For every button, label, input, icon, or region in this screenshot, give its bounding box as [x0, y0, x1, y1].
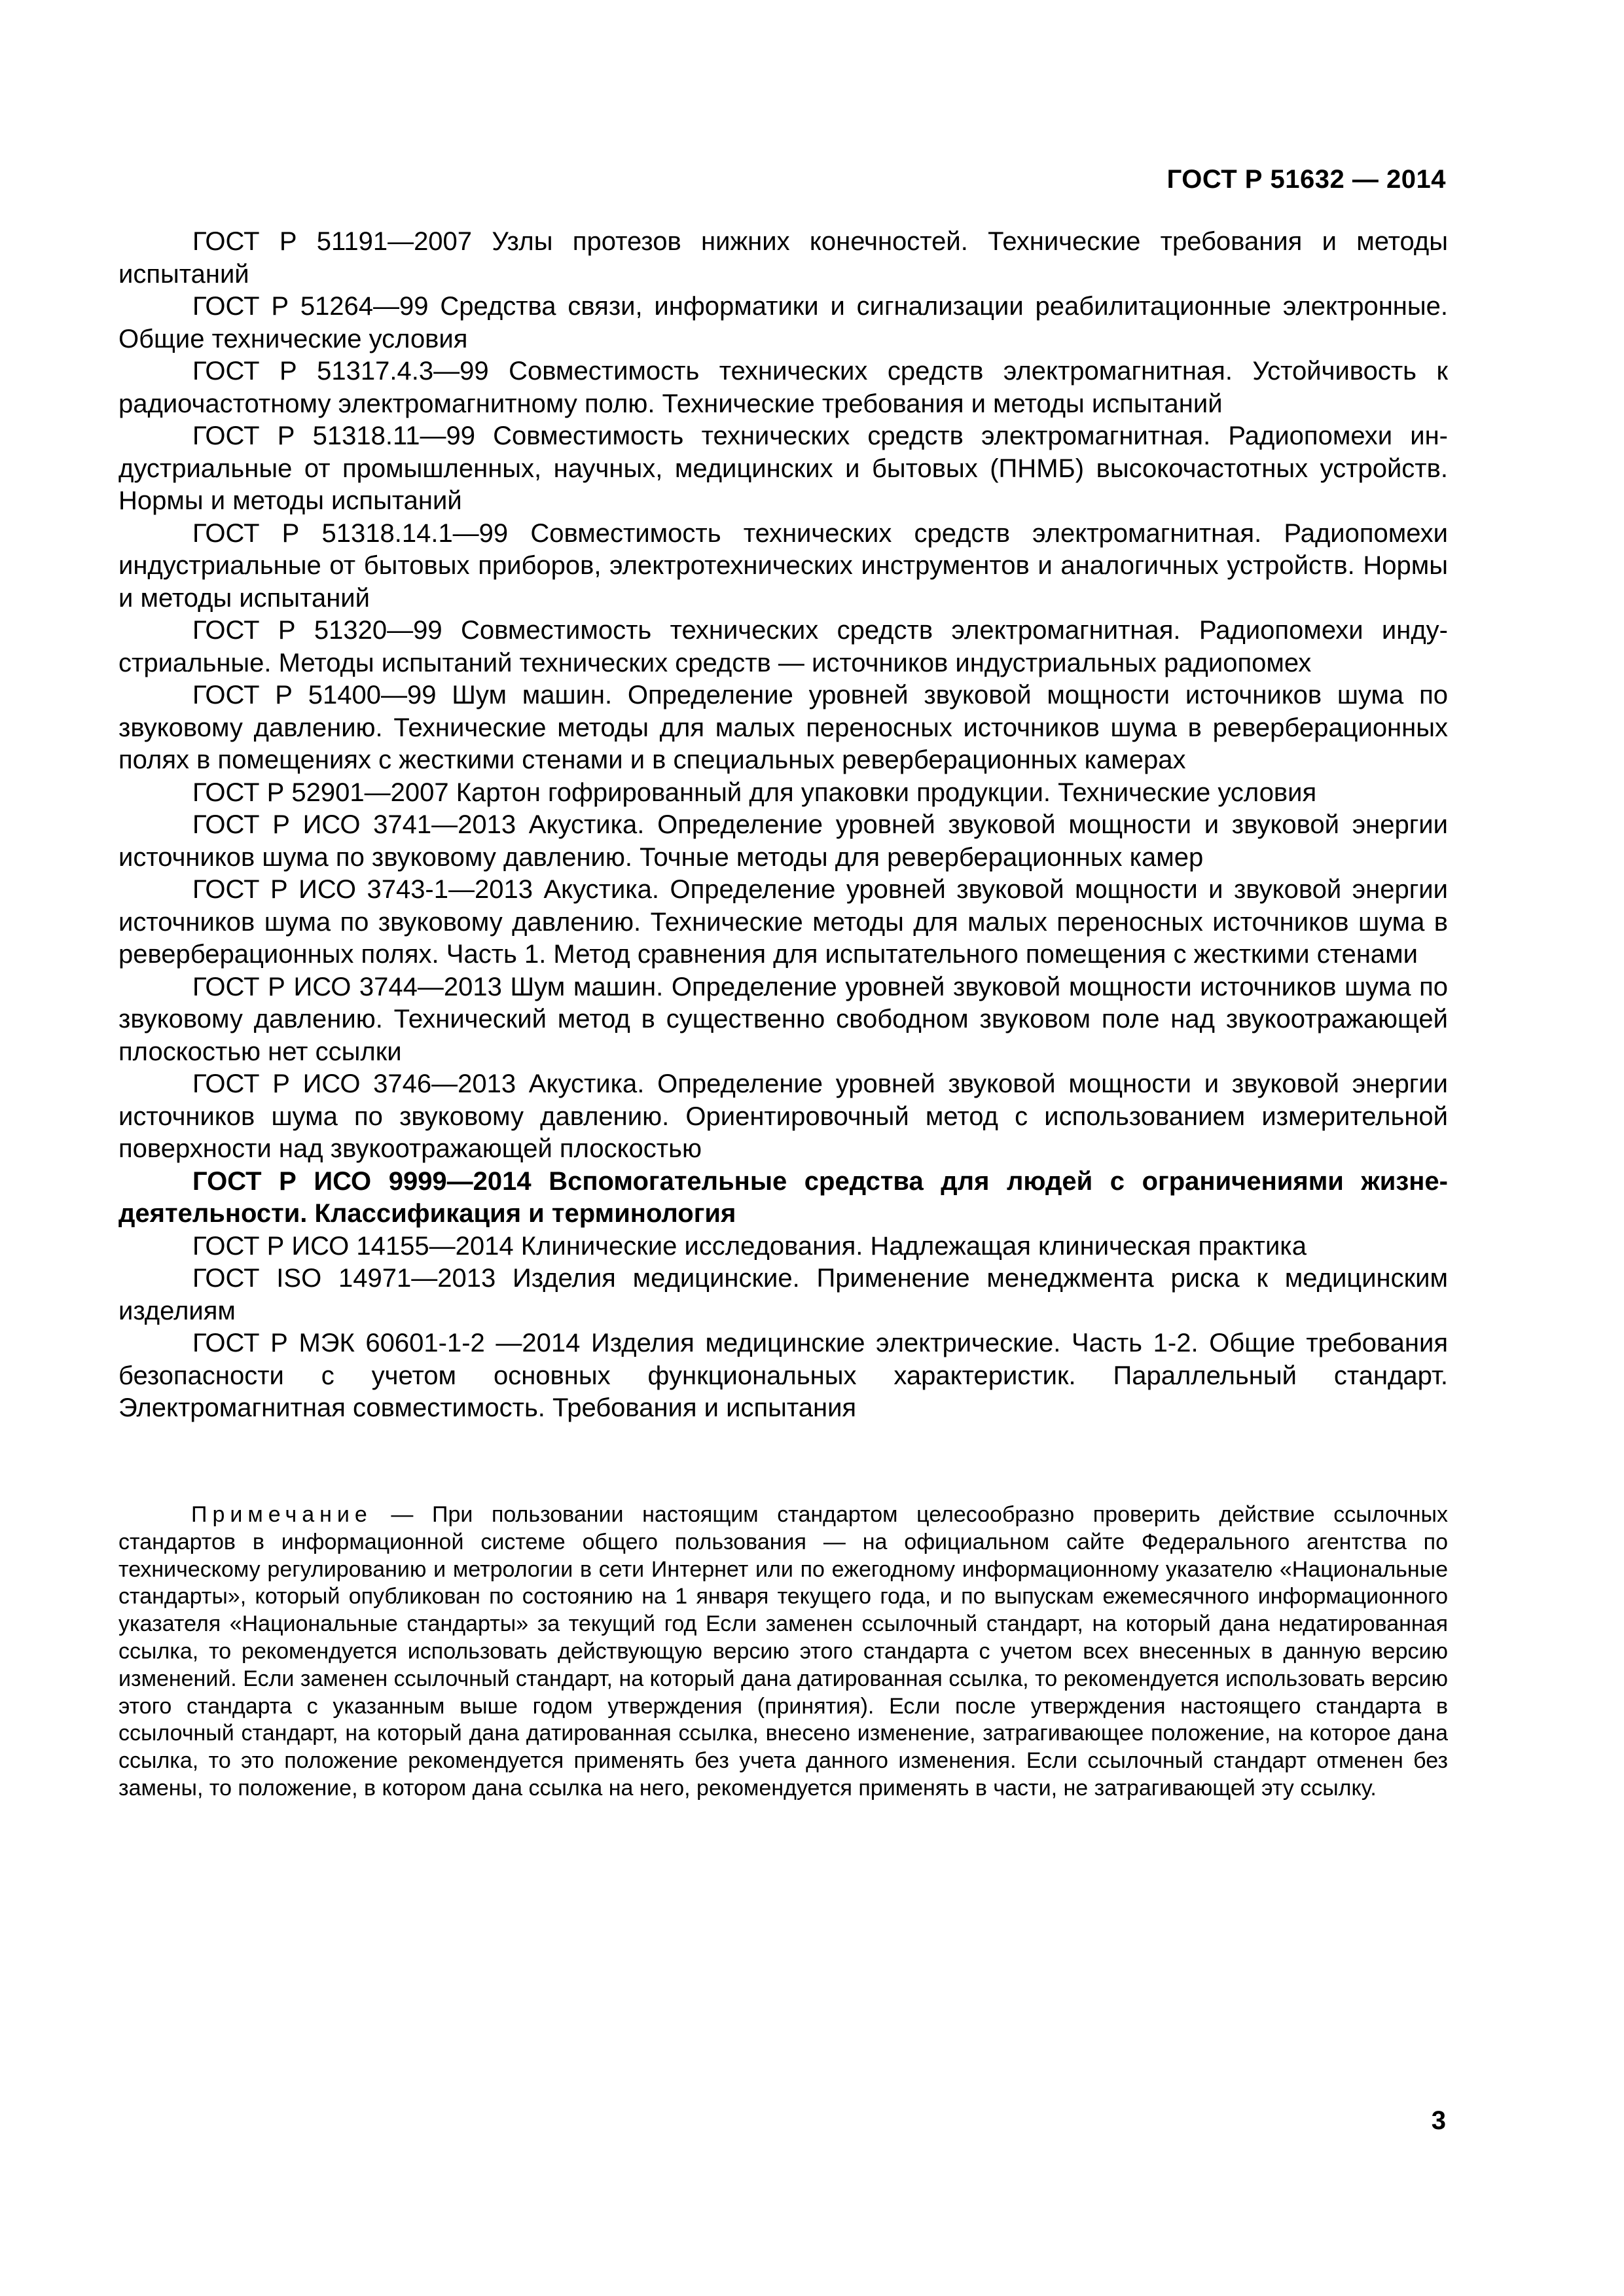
reference-item: ГОСТ Р 51318.11—99 Совместимость технических средств электромагнитная. Радиопомехи индустриальные от промышленных, научных, медицинских и бытовых (ПНМБ) высокочастотных устройств. Нормы и методы испытаний: [118, 422, 1448, 515]
reference-item: ГОСТ Р 51400—99 Шум машин. Определение уровней звуковой мощности источников шума по звуковому давлению. Технические методы для малых переносных источников шума в реверберационных полях в помещениях с жесткими стенами и в специальных реверберационных камерах: [118, 681, 1448, 774]
reference-item: ГОСТ Р ИСО 14155—2014 Клинические исследования. Надлежащая клиническая практика: [192, 1231, 1307, 1261]
reference-item: ГОСТ Р 51191—2007 Узлы протезов нижних конечностей. Технические требования и методы испытаний: [118, 227, 1448, 289]
reference-item: ГОСТ Р 52901—2007 Картон гофрированный для упаковки продукции. Технические условия: [192, 778, 1317, 807]
reference-item: ГОСТ Р ИСО 3744—2013 Шум машин. Определение уровней звуковой мощности источников шума по звуковому давлению. Технический метод в существенно свободном звуковом поле над звукоотражающей плоскостью нет ссылки: [118, 972, 1448, 1066]
reference-item: ГОСТ ISO 14971—2013 Изделия медицинские. Применение менеджмента риска к медицинским изделиям: [118, 1264, 1448, 1325]
note-paragraph: [118, 1501, 1448, 1803]
page-number: 3: [1431, 2106, 1446, 2135]
document-designation-header: ГОСТ Р 51632 — 2014: [1166, 165, 1446, 194]
reference-item: ГОСТ Р 51318.14.1—99 Совместимость технических средств электромагнитная. Радиопомехи индустриальные от бытовых приборов, электротехнических инструментов и аналогичных устройств. Нормы и методы испытаний: [118, 518, 1448, 613]
reference-item: ГОСТ Р ИСО 3743-1—2013 Акустика. Определение уровней звуковой мощности и звуковой энергии источников шума по звуковому давлению. Технические методы для малых переносных источников шума в реверберационных полях. Часть 1. Метод сравнения для испытательного помещения с жесткими стенами: [118, 875, 1448, 969]
reference-item: ГОСТ Р МЭК 60601-1-2 —2014 Изделия медицинские электрические. Часть 1-2. Общие требования безопасности с учетом основных функциональных характеристик. Параллельный стандарт. Электромагнитная совместимость. Требования и испытания: [118, 1329, 1448, 1422]
reference-item: ГОСТ Р 51264—99 Средства связи, информатики и сигнализации реабилитационные электронные. Общие технические условия: [118, 292, 1448, 353]
reference-item: ГОСТ Р ИСО 3746—2013 Акустика. Определение уровней звуковой мощности и звуковой энергии источников шума по звуковому давлению. Ориентировочный метод с использованием измерительной поверхности над звукоотражающей плоскостью: [118, 1069, 1448, 1163]
note-label: Примечание: [191, 1502, 372, 1527]
reference-item: ГОСТ Р 51320—99 Совместимость технических средств электромагнитная. Радиопомехи индустриальные. Методы испытаний технических средств — источников индустриальных радиопомех: [118, 616, 1448, 677]
reference-item: ГОСТ Р ИСО 3741—2013 Акустика. Определение уровней звуковой мощности и звуковой энергии источников шума по звуковому давлению. Точные методы для реверберационных камер: [118, 810, 1448, 872]
reference-item: ГОСТ Р 51317.4.3—99 Совместимость технических средств электромагнитная. Устойчивость к радиочастотному электромагнитному полю. Технические требования и методы испытаний: [118, 357, 1448, 418]
reference-item-highlighted: ГОСТ Р ИСО 9999—2014 Вспомогательные средства для людей с ограничениями жизнедеятельности. Классификация и терминология: [118, 1166, 1448, 1228]
normative-references-list: [118, 226, 1448, 1425]
note-text: — При пользовании настоящим стандартом целесообразно проверить действие ссылочных стандартов в информационной системе общего пользования — на официальном сайте Федерального агентства по техническому регулированию и метрологии в сети Интернет или по ежегодному информационному указателю «Национальные стандарты», который опубликован по состоянию на 1 января текущего года, и по выпускам ежемесячного информационного указателя «Национальные стандарты» за текущий год Если заменен ссылочный стандарт, на который дана недатированная ссылка, то рекомендуется использовать действующую версию этого стандарта с учетом всех внесенных в данную версию изменений. Если заменен ссылочный стандарт, на который дана датированная ссылка, то рекомендуется использовать версию этого стандарта с указанным выше годом утверждения (принятия). Если после утверждения настоящего стандарта в ссылочный стандарт, на который дана датированная ссылка, внесено изменение, затрагивающее положение, на которое дана ссылка, то это положение рекомендуется применять без учета данного изменения. Если ссылочный стандарт отменен без замены, то положение, в котором дана ссылка на него, рекомендуется применять в части, не затрагивающей эту ссылку.: [118, 1502, 1448, 1801]
